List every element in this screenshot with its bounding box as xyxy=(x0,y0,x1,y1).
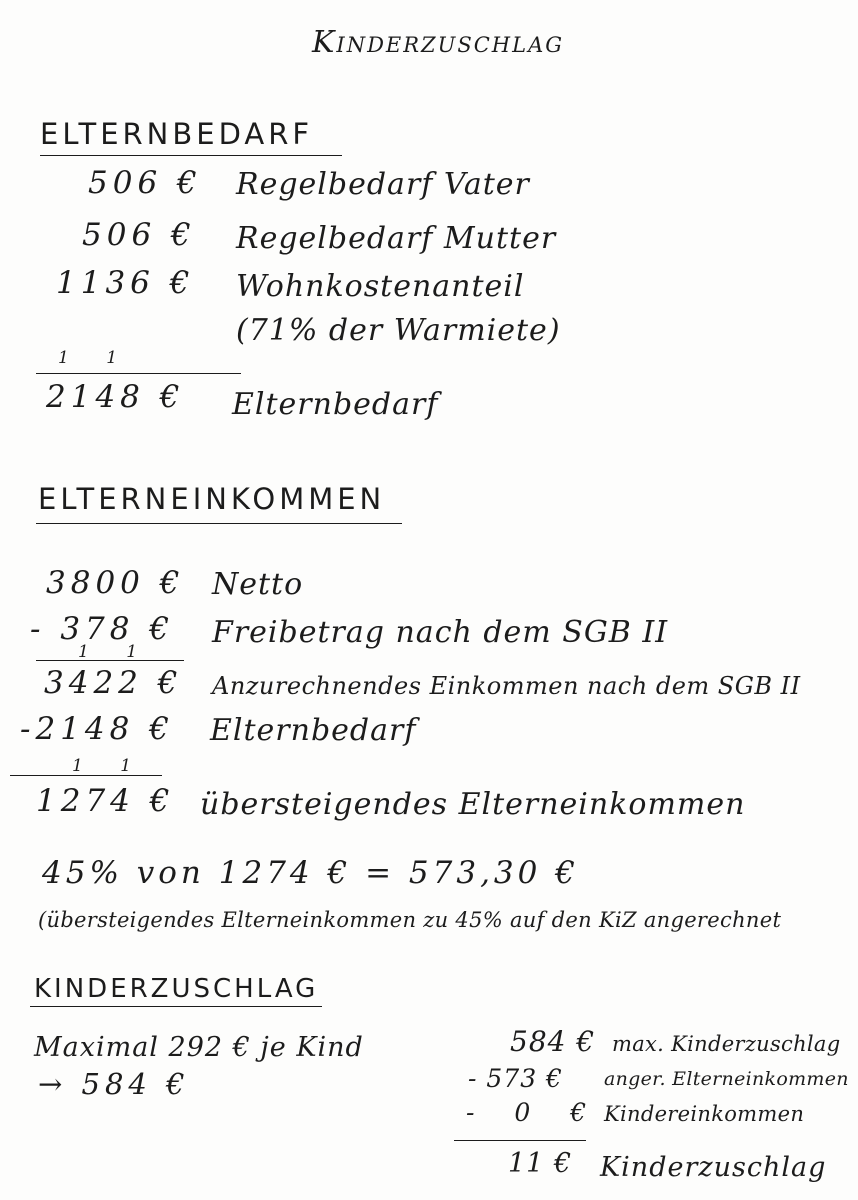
amount-regelbedarf-mutter: 506 € xyxy=(82,217,196,253)
calc-amount-max: 584 € xyxy=(510,1025,596,1058)
label-elternbedarf-deduction: Elternbedarf xyxy=(210,713,417,748)
section-heading-kinderzuschlag: KINDERZUSCHLAG xyxy=(34,974,319,1004)
label-elternbedarf-total: Elternbedarf xyxy=(232,387,439,422)
calc-label-elterneinkommen: anger. Elterneinkommen xyxy=(604,1068,849,1090)
label-wohnkostenanteil: Wohnkostenanteil xyxy=(236,269,525,304)
label-uebersteigendes-einkommen: übersteigendes Elterneinkommen xyxy=(200,787,746,822)
note-45-percent-angerechnet: (übersteigendes Elterneinkommen zu 45% auf den KiZ angerechnet xyxy=(38,908,782,932)
section-heading-elterneinkommen: ELTERNEINKOMMEN xyxy=(38,482,386,516)
label-regelbedarf-mutter: Regelbedarf Mutter xyxy=(236,221,557,256)
calc-45-percent: 45% von 1274 € = 573,30 € xyxy=(42,855,579,891)
label-netto: Netto xyxy=(212,567,304,602)
heading-underline xyxy=(36,523,402,524)
amount-wohnkostenanteil: 1136 € xyxy=(56,265,195,301)
carry-digits: 1 1 xyxy=(58,348,134,368)
calc-label-max: max. Kinderzuschlag xyxy=(612,1032,841,1056)
max-kinderzuschlag-per-child: Maximal 292 € je Kind xyxy=(34,1032,364,1063)
page-title: Kinderzuschlag xyxy=(312,25,565,60)
amount-elternbedarf-total: 2148 € xyxy=(46,379,185,415)
heading-underline xyxy=(40,155,342,156)
sum-line xyxy=(36,660,184,661)
calc-amount-kindereinkommen: - 0 € xyxy=(466,1098,588,1127)
heading-underline xyxy=(30,1006,322,1007)
sum-line xyxy=(36,373,241,374)
section-heading-elternbedarf: ELTERNBEDARF xyxy=(40,117,314,151)
result-amount-kinderzuschlag: 11 € xyxy=(508,1148,573,1179)
result-label-kinderzuschlag: Kinderzuschlag xyxy=(600,1152,827,1183)
max-kinderzuschlag-total: → 584 € xyxy=(38,1067,190,1101)
amount-netto: 3800 € xyxy=(46,565,185,601)
amount-anzurechnendes-einkommen: 3422 € xyxy=(44,665,183,701)
calc-amount-elterneinkommen: - 573 € xyxy=(468,1064,563,1093)
calc-label-kindereinkommen: Kindereinkommen xyxy=(604,1102,805,1126)
sum-line xyxy=(10,775,162,776)
note-warmmiete: (71% der Warmiete) xyxy=(236,313,561,348)
sum-line xyxy=(454,1140,586,1141)
amount-elternbedarf-deduction: -2148 € xyxy=(20,711,174,747)
label-anzurechnendes-einkommen: Anzurechnendes Einkommen nach dem SGB II xyxy=(212,672,801,700)
amount-freibetrag: - 378 € xyxy=(30,611,175,647)
label-regelbedarf-vater: Regelbedarf Vater xyxy=(236,167,530,202)
amount-regelbedarf-vater: 506 € xyxy=(88,165,202,201)
carry-digits: 1 1 xyxy=(72,756,148,776)
amount-uebersteigendes-einkommen: 1274 € xyxy=(36,783,175,819)
carry-digits: 1 1 xyxy=(78,642,154,662)
label-freibetrag: Freibetrag nach dem SGB II xyxy=(212,615,669,650)
